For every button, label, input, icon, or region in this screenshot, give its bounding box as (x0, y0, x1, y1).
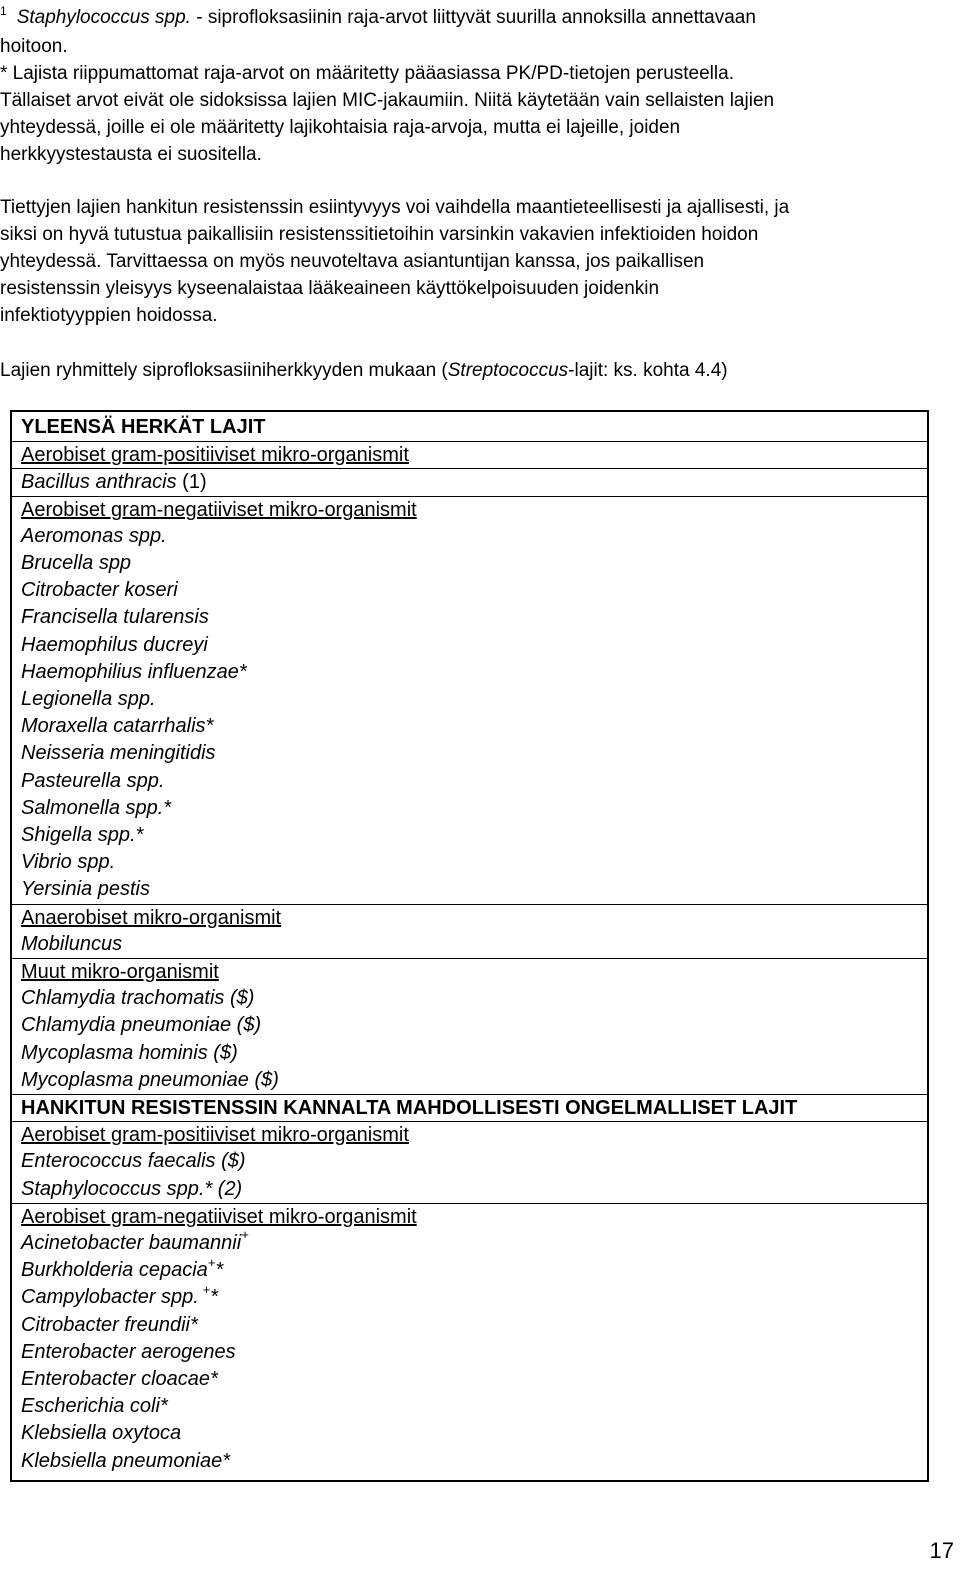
row-text: Moraxella catarrhalis* (21, 715, 214, 738)
row-text: Yersinia pestis (21, 878, 150, 901)
table-row (12, 577, 927, 604)
table-row (12, 740, 927, 767)
row-text: Enterococcus faecalis ($) (21, 1150, 246, 1173)
row-text: Anaerobiset mikro-organismit (21, 906, 282, 929)
row-text: Mycoplasma pneumoniae ($) (21, 1068, 279, 1091)
table-row (12, 985, 927, 1012)
table-row (12, 1312, 927, 1339)
footnote-marker: 1 (0, 4, 7, 18)
row-text: Klebsiella oxytoca (21, 1422, 182, 1445)
row-text: Aerobiset gram-positiiviset mikro-organismit (21, 1124, 409, 1147)
table-group-header (12, 904, 927, 932)
table-group-header (12, 496, 927, 524)
footnote-line: hoitoon. (0, 36, 68, 57)
table-row (12, 822, 927, 849)
caption-text: Lajien ryhmittely siprofloksasiiniherkkyyden mukaan ( (0, 360, 448, 381)
row-text: Aerobiset gram-positiiviset mikro-organismit (21, 444, 409, 467)
table-row (12, 1230, 927, 1257)
table-heading (12, 414, 927, 441)
row-superscript: + (207, 1257, 216, 1270)
table-row (12, 1339, 927, 1366)
table-row (12, 1366, 927, 1393)
row-text: Vibrio spp. (21, 851, 116, 874)
table-row (12, 1012, 927, 1039)
row-text: Enterobacter cloacae* (21, 1368, 218, 1390)
table-row (12, 550, 927, 577)
row-text: Mycoplasma hominis ($) (21, 1041, 238, 1064)
row-text: Chlamydia trachomatis ($) (21, 987, 255, 1010)
row-text: Aerobiset gram-negatiiviset mikro-organismit (21, 498, 417, 521)
table-row (12, 849, 927, 876)
row-text: Campylobacter spp. (21, 1286, 199, 1309)
row-text: Mobiluncus (21, 932, 123, 955)
footnote-species: Staphylococcus spp. (16, 7, 191, 28)
resistance-paragraph (0, 194, 958, 329)
paragraph-line: yhteydessä. Tarvittaessa on myös neuvoteltava asiantuntijan kanssa, jos paikallisen (0, 251, 705, 272)
row-text: Enterobacter aerogenes (21, 1340, 236, 1363)
table-row (12, 632, 927, 659)
row-text: Staphylococcus spp.* (2) (21, 1177, 243, 1200)
table-row (12, 468, 927, 496)
footnote-line: yhteydessä, joille ei ole määritetty lajikohtaisia raja-arvoja, mutta ei lajeille, joiden (0, 117, 681, 138)
table-group-header (12, 958, 927, 986)
row-text: Francisella tularensis (21, 606, 209, 629)
row-text: Brucella spp (21, 552, 132, 574)
row-text: Bacillus anthracis (21, 471, 177, 494)
row-text: Pasteurella spp. (21, 769, 165, 792)
table-row (12, 1257, 927, 1284)
row-text: Muut mikro-organismit (21, 961, 219, 983)
table-row (12, 523, 927, 550)
paragraph-line: infektiotyyppien hoidossa. (0, 305, 218, 326)
row-superscript: + (241, 1230, 249, 1243)
row-text: Salmonella spp.* (21, 796, 172, 819)
table-row (12, 686, 927, 713)
row-text: Haemophilius influenzae* (21, 660, 247, 683)
table-group-header (12, 441, 927, 469)
table-row (12, 604, 927, 631)
susceptibility-table (10, 410, 929, 1482)
caption-italic: Streptococcus (447, 360, 569, 381)
row-superscript: + (198, 1284, 211, 1297)
row-asterisk: * (210, 1286, 218, 1309)
row-text: Chlamydia pneumoniae ($) (21, 1014, 262, 1037)
table-row (12, 1148, 927, 1175)
footnote-line: * Lajista riippumattomat raja-arvot on määritetty pääasiassa PK/PD-tietojen perusteella. (0, 63, 734, 84)
table-row (12, 768, 927, 795)
row-footnote-ref: (1) (176, 471, 207, 494)
row-text: Escherichia coli* (21, 1395, 168, 1418)
table-row (12, 1393, 927, 1420)
row-text: Legionella spp. (21, 688, 156, 710)
table-row (12, 931, 927, 958)
table-row (12, 876, 927, 903)
row-text: Citrobacter freundii* (21, 1313, 198, 1336)
row-text: Burkholderia cepacia (21, 1259, 208, 1282)
table-row (12, 1067, 927, 1094)
row-text: Klebsiella pneumoniae* (21, 1449, 231, 1472)
table-group-header (12, 1121, 927, 1149)
footnote-line: herkkyystestausta ei suositella. (0, 144, 262, 165)
caption-text-end: -lajit: ks. kohta 4.4) (568, 360, 728, 381)
row-text: Acinetobacter baumannii (21, 1232, 242, 1254)
row-text: Aerobiset gram-negatiiviset mikro-organismit (21, 1205, 417, 1228)
footnote-text: - siprofloksasiinin raja-arvot liittyvät suurilla annoksilla annettavaan (190, 7, 756, 28)
table-row (12, 795, 927, 822)
row-text: HANKITUN RESISTENSSIN KANNALTA MAHDOLLISESTI ONGELMALLISET LAJIT (21, 1097, 798, 1119)
paragraph-line: siksi on hyvä tutustua paikallisiin resistenssitietoihin varsinkin vakavien infektioiden hoidon (0, 224, 759, 245)
table-row (12, 1176, 927, 1203)
grouping-caption (0, 357, 958, 384)
row-text: Citrobacter koseri (21, 579, 178, 602)
table-row (12, 1448, 927, 1475)
table-row (12, 659, 927, 686)
paragraph-line: resistenssin yleisyys kyseenalaistaa lääkeaineen käyttökelpoisuuden joidenkin (0, 278, 660, 299)
footnote-line: Tällaiset arvot eivät ole sidoksissa lajien MIC-jakaumiin. Niitä käytetään vain sellaisten lajien (0, 90, 775, 111)
row-text: Haemophilus ducreyi (21, 633, 208, 656)
row-asterisk: * (215, 1259, 224, 1282)
table-row (12, 1420, 927, 1447)
table-row (12, 713, 927, 740)
footnote-line (0, 4, 958, 33)
page-number: 17 (929, 1538, 954, 1563)
row-text: Neisseria meningitidis (21, 742, 216, 765)
paragraph-line: Tiettyjen lajien hankitun resistenssin esiintyvyys voi vaihdella maantieteellisesti ja ajallisesti, ja (0, 197, 790, 218)
table-row (12, 1284, 927, 1311)
table-heading (12, 1094, 927, 1122)
row-text: Shigella spp.* (21, 824, 144, 846)
row-text: YLEENSÄ HERKÄT LAJIT (21, 416, 266, 438)
row-text: Aeromonas spp. (21, 524, 167, 547)
table-group-header (12, 1203, 927, 1231)
footnote (0, 4, 958, 168)
table-row (12, 1040, 927, 1067)
